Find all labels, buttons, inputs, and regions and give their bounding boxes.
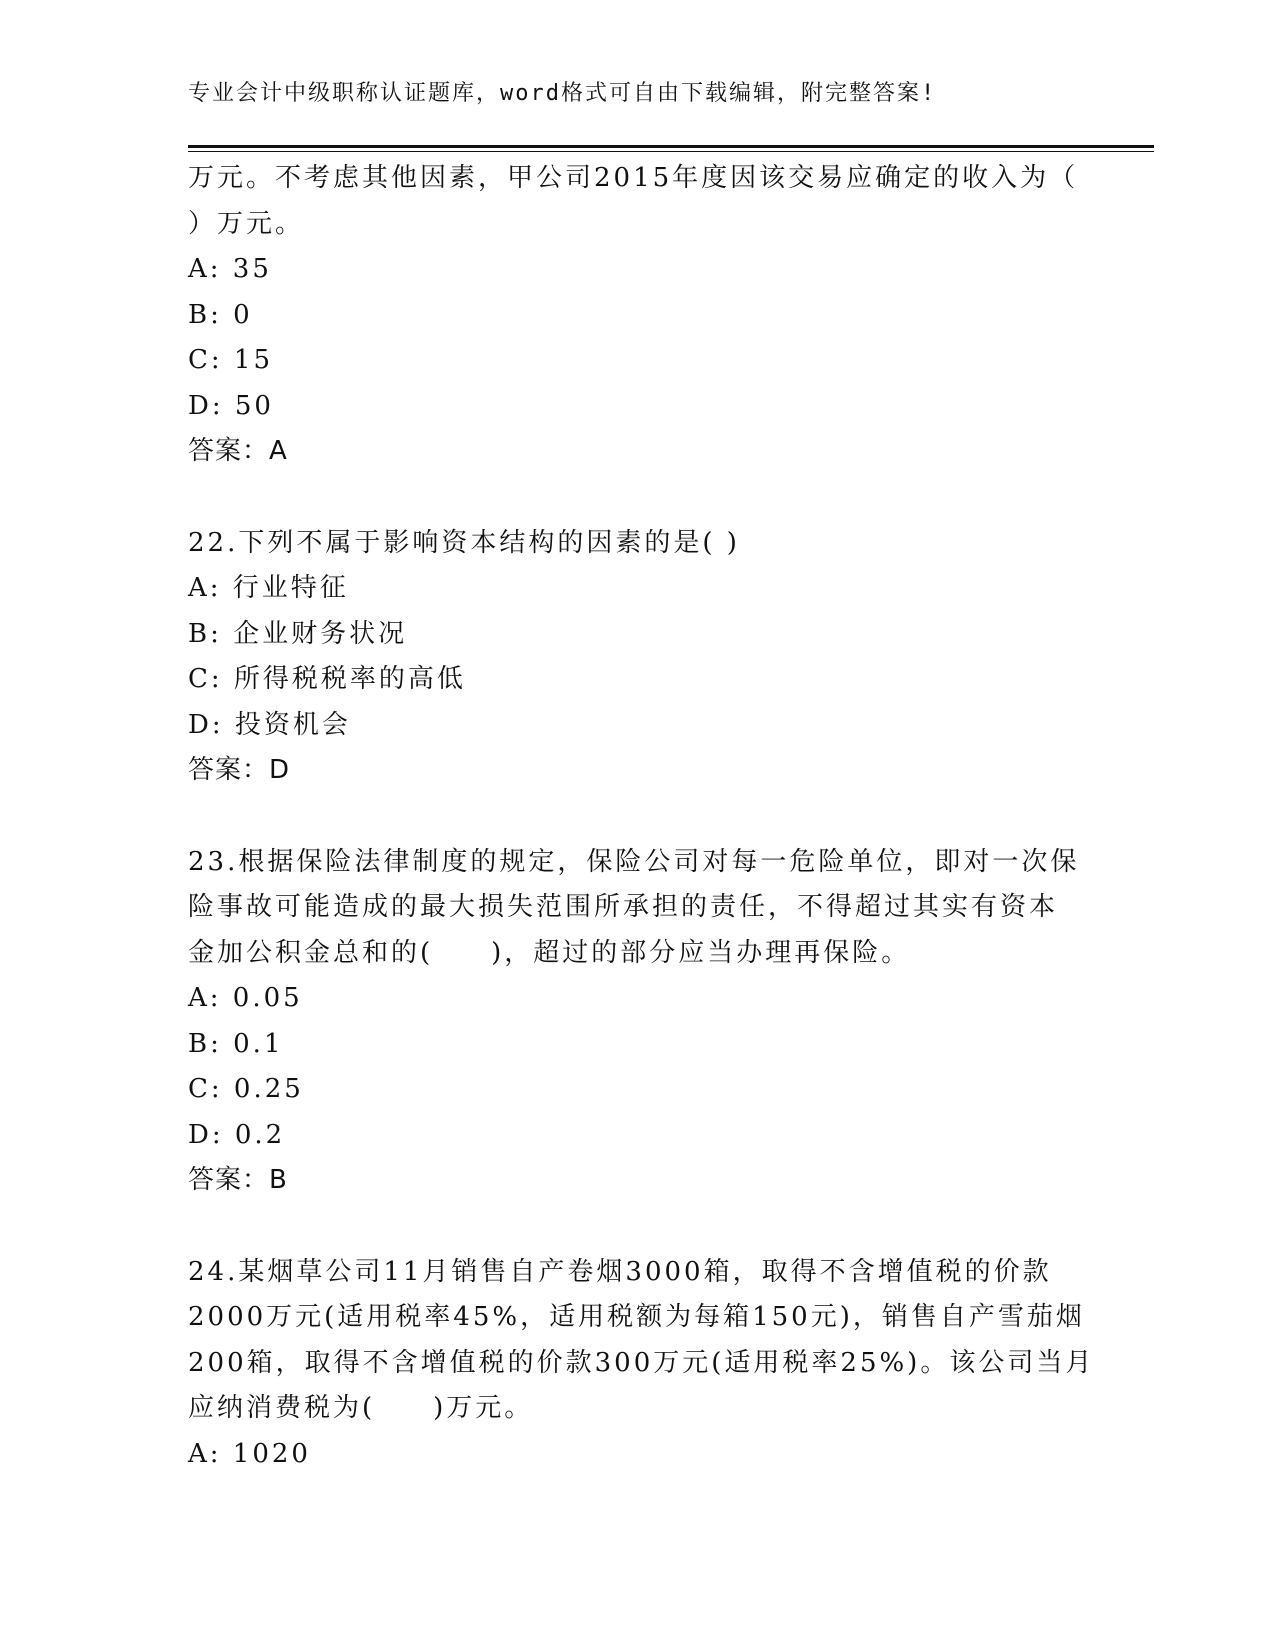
option-d: D: 投资机会 — [188, 709, 351, 740]
option-c: C: 所得税税率的高低 — [188, 664, 466, 694]
answer: 答案：A — [188, 436, 288, 466]
option-c: C: 15 — [188, 345, 274, 375]
option-a: A: 1020 — [188, 1438, 311, 1469]
option-c: C: 0.25 — [188, 1074, 304, 1104]
question-22 — [188, 521, 1088, 794]
question-stem-line: 200箱，取得不含增值税的价款300万元(适用税率25%)。该公司当月 — [188, 1347, 1095, 1378]
question-stem-line: 万元。不考虑其他因素，甲公司2015年度因该交易应确定的收入为（ — [188, 163, 1079, 193]
page-header: 专业会计中级职称认证题库，word格式可自由下载编辑，附完整答案! — [188, 81, 937, 106]
question-stem-line: 2000万元(适用税率45%，适用税额为每箱150元)，销售自产雪茄烟 — [188, 1302, 1085, 1332]
question-stem-line: ）万元。 — [188, 208, 305, 239]
option-d: D: 50 — [188, 390, 274, 421]
option-a: A: 行业特征 — [188, 573, 349, 603]
option-a: A: 35 — [188, 254, 272, 284]
option-b: B: 0 — [188, 299, 253, 330]
answer: 答案：B — [188, 1165, 288, 1195]
question-stem-line: 24.某烟草公司11月销售自产卷烟3000箱，取得不含增值税的价款 — [188, 1256, 1052, 1287]
option-b: B: 企业财务状况 — [188, 618, 408, 649]
question-21 — [188, 156, 1088, 475]
question-stem-line: 金加公积金总和的( )，超过的部分应当办理再保险。 — [188, 937, 911, 968]
header-rule-thin — [188, 151, 1154, 152]
option-a: A: 0.05 — [188, 983, 303, 1013]
option-b: B: 0.1 — [188, 1028, 284, 1059]
question-content — [188, 156, 1095, 1477]
option-d: D: 0.2 — [188, 1119, 286, 1150]
answer: 答案：D — [188, 755, 291, 785]
question-stem-line: 22.下列不属于影响资本结构的因素的是( ) — [188, 527, 740, 558]
question-stem-line: 险事故可能造成的最大损失范围所承担的责任，不得超过其实有资本 — [188, 892, 1059, 922]
question-stem-line: 应纳消费税为( )万元。 — [188, 1393, 534, 1423]
question-23 — [188, 840, 1088, 1204]
question-stem-line: 23.根据保险法律制度的规定，保险公司对每一危险单位，即对一次保 — [188, 846, 1080, 877]
question-24 — [188, 1250, 1095, 1478]
header-rule-thick — [188, 145, 1154, 148]
